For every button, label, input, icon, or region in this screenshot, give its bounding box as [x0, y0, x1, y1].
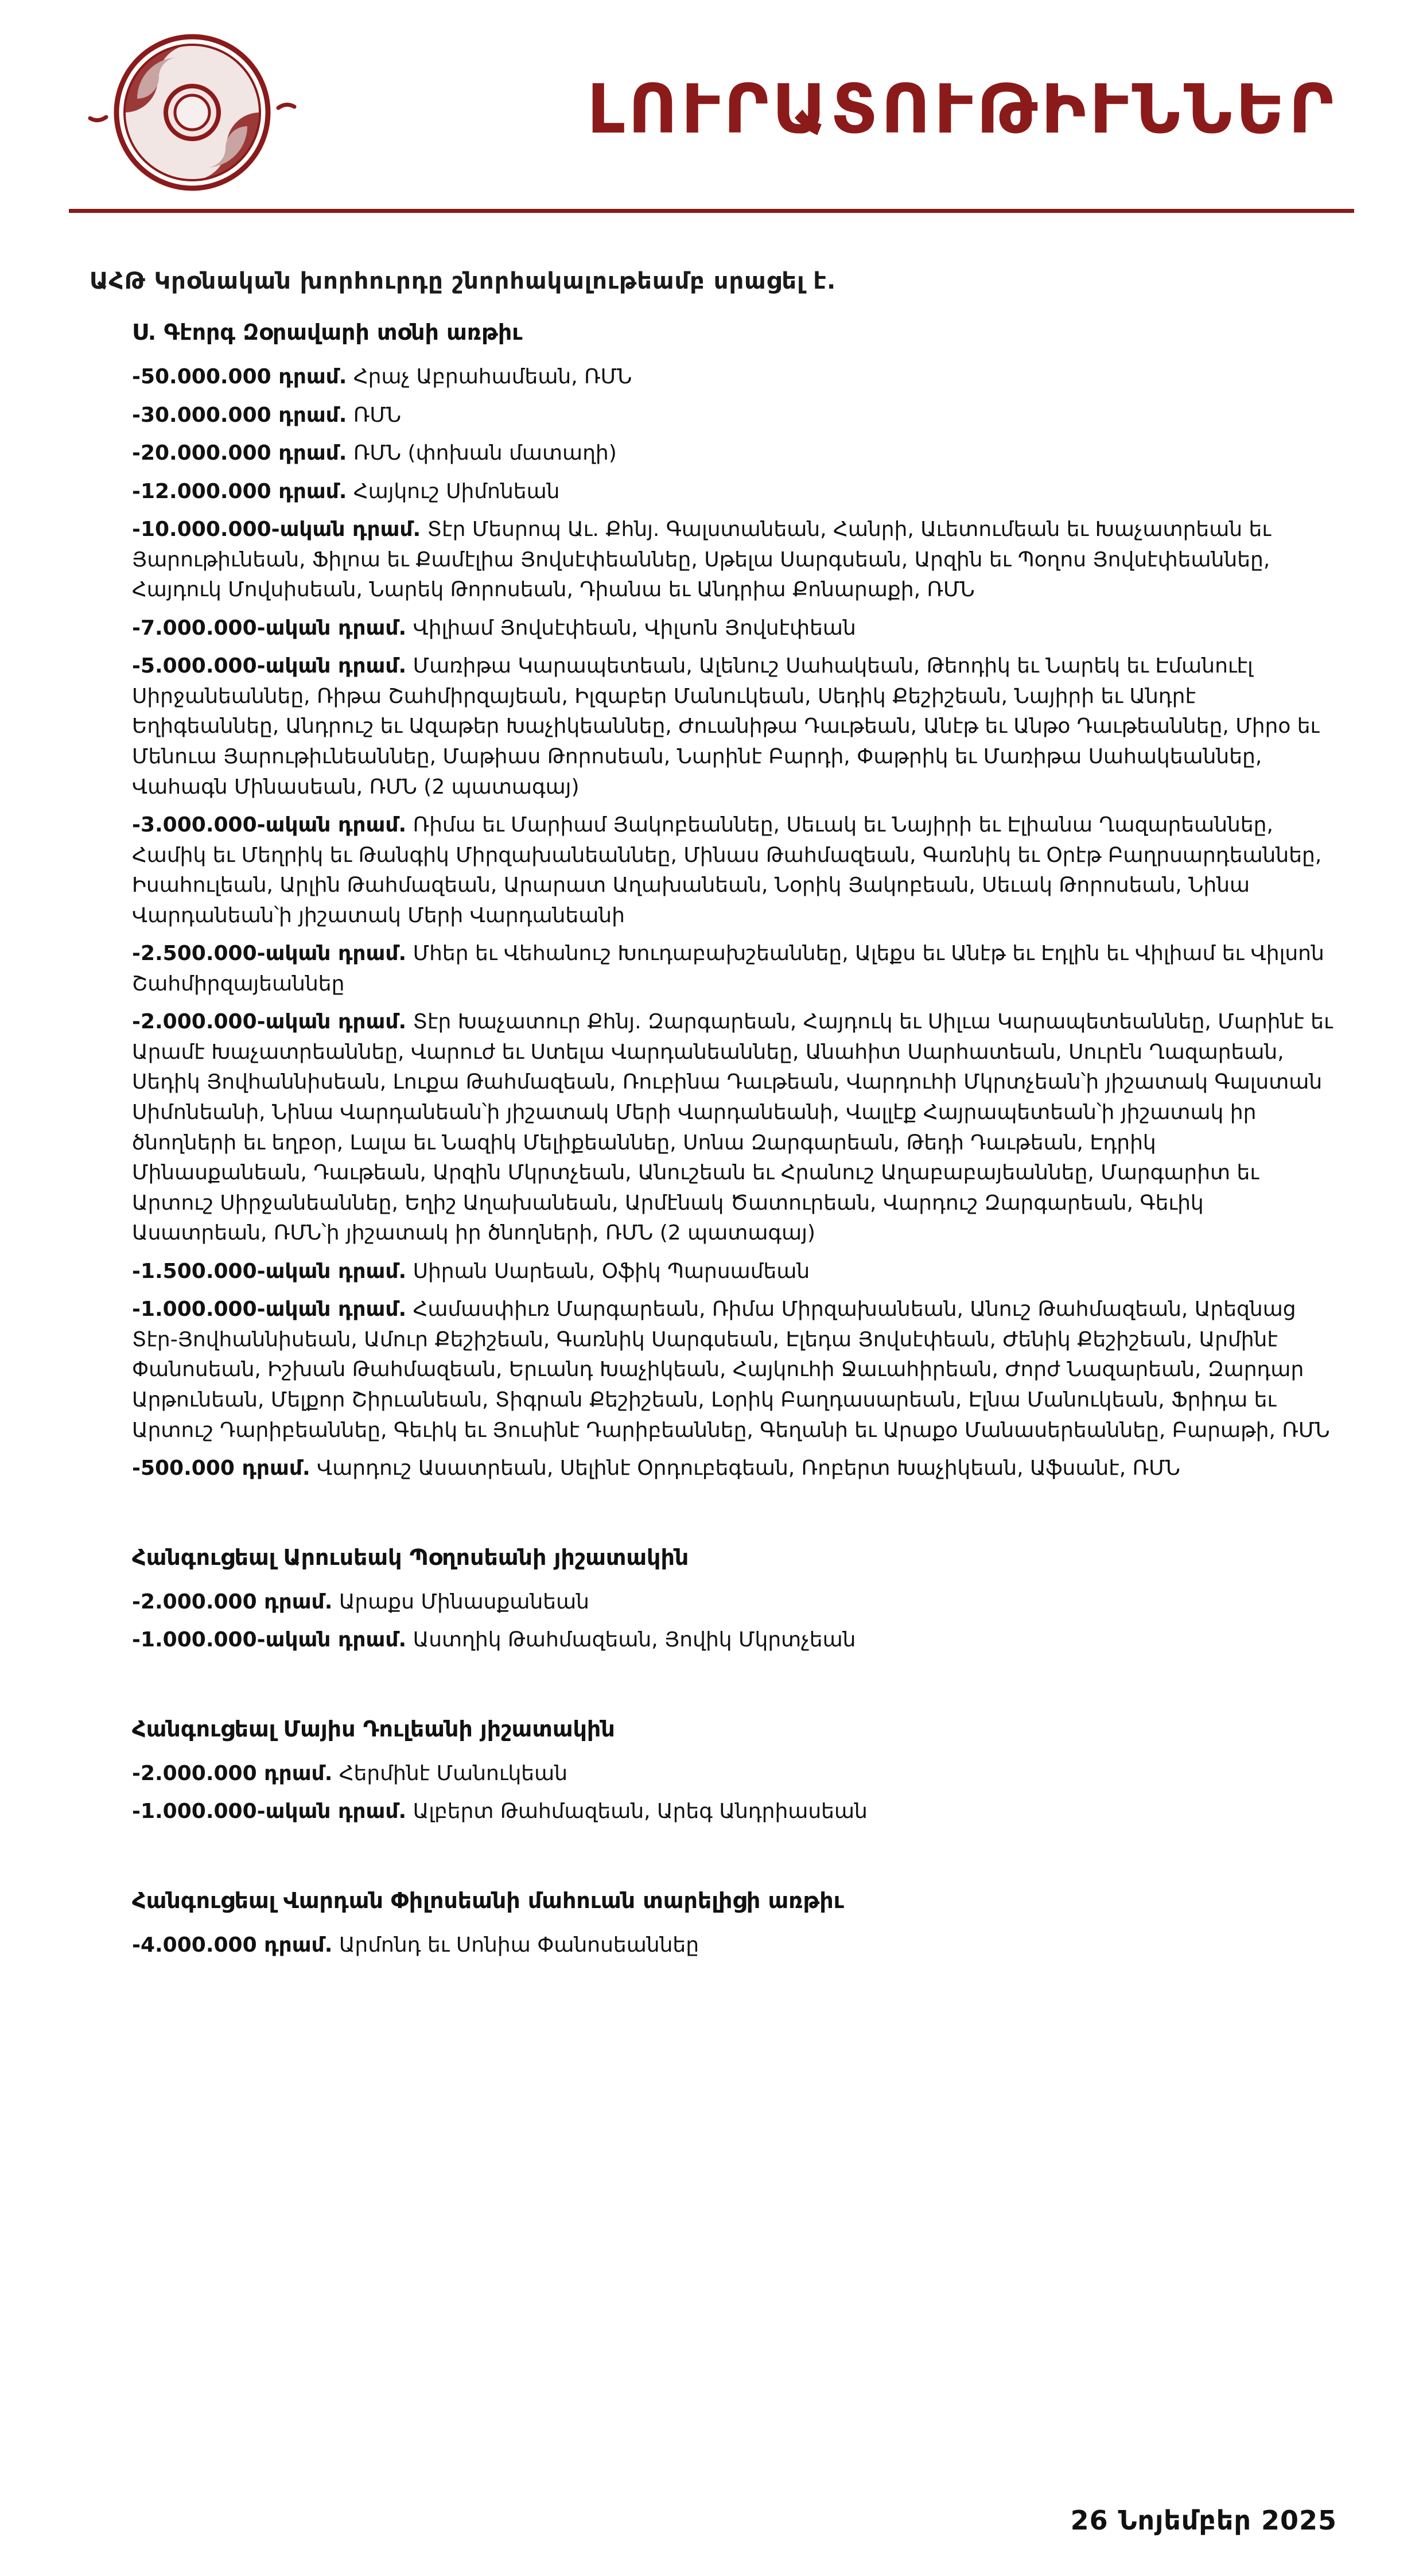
donor-names: ՌՄՆ (փոխան մատաղի) — [353, 441, 617, 465]
section-heading: Ս. Գէորգ Զօրավարի տօնի առթիւ — [132, 320, 523, 345]
donation-section — [86, 1716, 1337, 1827]
donor-names: Հերմինէ Մանուկեան — [339, 1761, 568, 1785]
page-title-text: ԼՈՒՐԱՏՈՒԹԻՒՆՆԵՐ — [587, 69, 1337, 149]
donation-entry — [86, 810, 1337, 931]
donation-amount: -20.000.000 դրամ. — [132, 441, 347, 465]
donor-names: Հայկուշ Սիմոնեան — [353, 479, 560, 503]
donor-names: Վարդուշ Ասատրեան, Սելինէ Օրդուբեգեան, Ռոբերտ Խաչիկեան, Աֆսանէ, ՌՄՆ — [317, 1456, 1180, 1481]
donation-amount: -1.000.000-ական դրամ. — [132, 1800, 407, 1824]
section-heading: Հանգուցեալ Արուսեակ Պօղոսեանի յիշատակին — [132, 1544, 689, 1570]
donor-names: Տէր Մեսրոպ Աւ. Քհնյ. Գալստանեան, Հանրի, Աւետումեան եւ Խաչատրեան եւ Յարութիւնեան, Ֆիլոա եւ Քամէլիա Յովսէփեաննեը, Սթելա Սարգսեան, Արզին եւ Պօղոս Յովսէփեաննեը, Հայդուկ Մովսիսեան, Նարեկ Թորոսեան, Դիանա եւ Անդրիա Քոնարաքի, ՌՄՆ — [132, 518, 1271, 602]
section-spacer — [86, 1835, 1337, 1867]
donor-names: Արմոնդ եւ Սոնիա Փանոսեաննեը — [339, 1933, 699, 1957]
donation-section — [86, 320, 1337, 1484]
donation-entry — [86, 401, 1337, 431]
donation-entry — [86, 939, 1337, 999]
donation-entry — [86, 438, 1337, 469]
donor-names: Հրաչ Աբրահամեան, ՌՄՆ — [353, 365, 632, 388]
publication-date: 26 Նոյեմբեր 2025 — [1070, 2505, 1337, 2536]
donation-amount: -3.000.000-ական դրամ. — [132, 813, 407, 837]
donation-entry — [86, 1797, 1337, 1827]
donation-section — [86, 1545, 1337, 1656]
donor-names: Մհեր եւ Վեհանուշ Խուդաբախշեաննեը, Ալեքս եւ Անէթ եւ Էդլին եւ Վիլիամ եւ Վիլսոն Շահմիրզայեաննեը — [132, 942, 1324, 996]
donor-names: ՌՄՆ — [353, 403, 402, 427]
donation-amount: -2.500.000-ական դրամ. — [132, 942, 407, 966]
donor-names: Աստղիկ Թահմազեան, Յովիկ Մկրտչեան — [413, 1628, 856, 1652]
donation-entry — [86, 1257, 1337, 1287]
donation-amount: -2.000.000-ական դրամ. — [132, 1010, 407, 1034]
donation-amount: -50.000.000 դրամ. — [132, 365, 347, 388]
donation-amount: -12.000.000 դրամ. — [132, 479, 347, 503]
page-title — [316, 69, 1354, 151]
donation-entry — [86, 1759, 1337, 1789]
donation-entry — [86, 477, 1337, 507]
donation-entry — [86, 1454, 1337, 1484]
document-content — [0, 213, 1423, 1991]
donation-entry — [86, 515, 1337, 605]
donation-amount: -1.500.000-ական դրամ. — [132, 1259, 407, 1283]
donation-entry — [86, 362, 1337, 393]
ornamental-circular-emblem-icon — [69, 26, 316, 199]
donation-amount: -500.000 դրամ. — [132, 1456, 310, 1481]
donation-entry — [86, 651, 1337, 802]
donation-entry — [86, 1930, 1337, 1961]
donor-names: Համասփիւռ Մարգարեան, Ռիմա Միրզախանեան, Անուշ Թահմազեան, Արեզնաց Տէր-Յովհաննիսեան, Ամուր Քեշիշեան, Գառնիկ Սարգսեան, Էլեդա Յովսէփեան, Ժենիկ Քեշիշեան, Արմինէ Փանոսեան, Իշխան Թահմազեան, Երւանդ Խաչիկեան, Հայկուհի Ջաւահիրեան, Ժորժ Նազարեան, Զարդար Արթունեան, Մելքոր Շիրւանեան, Տիգրան Քեշիշեան, Լօրիկ Բաղդասարեան, Էլնա Մանուկեան, Ֆրիդա եւ Արտուշ Դարիբեաննեը, Գեւիկ եւ Յուսինէ Դարիբեաննեը, Գեղանի եւ Արաքօ Մանասերեաննեը, Բարաթի, ՌՄՆ — [132, 1297, 1330, 1442]
donation-entry — [86, 1625, 1337, 1656]
donation-amount: -1.000.000-ական դրամ. — [132, 1628, 407, 1652]
donor-names: Արաքս Մինասքանեան — [339, 1590, 589, 1614]
donation-amount: -2.000.000 դրամ. — [132, 1761, 333, 1785]
donation-amount: -7.000.000-ական դրամ. — [132, 616, 407, 640]
donor-names: Վիլիամ Յովսէփեան, Վիլսոն Յովսէփեան — [413, 616, 856, 640]
donation-entry — [86, 1587, 1337, 1618]
donation-amount: -4.000.000 դրամ. — [132, 1933, 333, 1957]
donation-amount: -30.000.000 դրամ. — [132, 403, 347, 427]
section-heading: Հանգուցեալ Մայիս Դուլեանի յիշատակին — [132, 1716, 615, 1742]
donor-names: Սիրան Սարեան, Օֆիկ Պարսամեան — [413, 1259, 810, 1283]
donation-amount: -5.000.000-ական դրամ. — [132, 654, 407, 678]
masthead — [0, 0, 1423, 199]
donation-entry — [86, 1295, 1337, 1446]
donation-amount: -2.000.000 դրամ. — [132, 1590, 333, 1614]
donor-names: Տէր Խաչատուր Քհնյ. Զարգարեան, Հայդուկ եւ Սիլւա Կարապետեաննեը, Մարինէ եւ Արամէ Խաչատրեաննեը, Վարուժ եւ Ստելա Վարդանեաննեը, Անահիտ Սարհատեան, Սուրէն Ղազարեան, Սեդիկ Յովհաննիսեան, Լուքա Թահմազեան, Ռուբինա Դաւթեան, Վարդուհի Մկրտչեան՝ի յիշատակ Գալստան Սիմոնեանի, Նինա Վարդանեան՝ի յիշատակ Մերի Վարդանեանի, Վալլէք Հայրապետեան՝ի յիշատակ իր ծնողների եւ եղբօր, Լալա եւ Նազիկ Մելիքեաննեը, Սոնա Զարգարեան, Թեդի Դաւթեան, Էդրիկ Մինասքանեան, Դաւթեան, Արզին Մկրտչեան, Անուշեան եւ Հրանուշ Աղաբաբայեաննեը, Մարգարիտ եւ Արտուշ Սիրջանեաննեը, Եղիշ Աղախանեան, Արմէնակ Ծատուրեան, Վարդուշ Զարգարեան, Գեւիկ Ասատրեան, ՌՄՆ՝ի յիշատակ իր ծնողների, ՌՄՆ (2 պատագայ) — [132, 1010, 1333, 1245]
section-spacer — [86, 1492, 1337, 1524]
donation-section — [86, 1888, 1337, 1961]
donation-entry — [86, 613, 1337, 644]
intro-paragraph: ԱՀԹ Կրօնական խորհուրդը շնորհակալութեամբ սրացել է. — [90, 268, 837, 294]
donor-names: Ալբերտ Թահմազեան, Արեգ Անդրիասեան — [413, 1800, 868, 1824]
donation-entry — [86, 1007, 1337, 1248]
donor-names: Ռիմա եւ Մարիամ Յակոբեաննեը, Սեւակ եւ Նայիրի եւ Էլիանա Ղազարեաննեը, Համիկ եւ Մեղրիկ եւ Թանգիկ Միրզախանեաննեը, Մինաս Թահմազեան, Գառնիկ եւ Օրէթ Բաղրսարդեաննեը, Իսահուլեան, Արլին Թահմազեան, Արարատ Աղախանեան, Նօրիկ Յակոբեան, Սեւակ Թորոսեան, Նինա Վարդանեան՝ի յիշատակ Մերի Վարդանեանի — [132, 813, 1322, 927]
header-divider — [69, 209, 1354, 213]
donation-amount: -1.000.000-ական դրամ. — [132, 1297, 407, 1322]
donation-amount: -10.000.000-ական դրամ. — [132, 518, 421, 542]
section-spacer — [86, 1664, 1337, 1696]
section-heading: Հանգուցեալ Վարդան Փիլոսեանի մահուան տարելիցի առթիւ — [132, 1887, 844, 1913]
donor-names: Մառիթա Կարապետեան, Ալենուշ Սահակեան, Թեոդիկ եւ Նարեկ եւ Էմանուէլ Սիրջանեաննեը, Ռիթա Շահմիրզայեան, Իլզաբեր Մանուկեան, Սեդիկ Քեշիշեան, Նայիրի եւ Անդրէ Եղիգեաննեը, Անդրուշ եւ Ազաթեր Խաչիկեաննեը, Ժուանիթա Դաւթեան, Անէթ եւ Անթօ Դաւթեաննեը, Միրօ եւ Մենուա Յարութիւնեաննեը, Մաթիաս Թորոսեան, Նարինէ Բարդի, Փաթրիկ եւ Մառիթա Սահակեաննեը, Վահագն Մինասեան, ՌՄՆ (2 պատագայ) — [132, 654, 1320, 799]
